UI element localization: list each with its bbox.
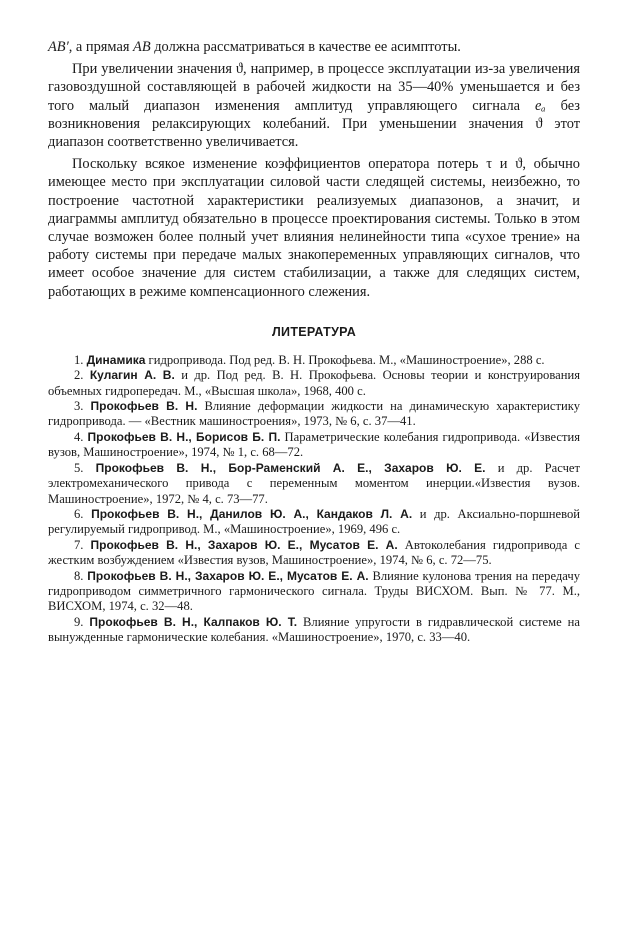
reference-number: 7. xyxy=(74,537,84,552)
reference-authors: Кулагин А. В. xyxy=(89,368,175,383)
reference-item xyxy=(48,615,580,646)
reference-item xyxy=(48,507,580,538)
reference-number: 1. xyxy=(74,352,84,367)
reference-text: Влияние упругости в гидравлической системе на вынужденные гармонические колебания. «Машиностроение», 1970, с. 33—40. xyxy=(48,614,580,645)
text-fragment: При увеличении значения ϑ, например, в процессе эксплуатации из-за увеличения газовоздушной составляющей в рабочей жидкости на 35—40% уменьшается и без того малый диапазон изменения амплитуд управляющего сигнала xyxy=(48,61,580,114)
formula-ab-prime: AB′ xyxy=(48,39,69,55)
reference-text: Влияние кулонова трения на передачу гидроприводом симметричного гармонического сигнала. Труды ВИСХОМ. Вып. № 77. М., ВИСХОМ, 1974, с. 32—48. xyxy=(48,568,580,614)
reference-authors: Прокофьев В. Н., Калпаков Ю. Т. xyxy=(89,614,298,629)
page xyxy=(48,38,580,646)
reference-text: и др. Аксиально-поршневой регулируемый гидропривод. М., «Машиностроение», 1969, 496 с. xyxy=(48,506,581,537)
paragraph-theta xyxy=(48,60,580,151)
reference-text: гидропривода. Под ред. В. Н. Прокофьева. М., «Машиностроение», 288 с. xyxy=(145,352,545,367)
reference-number: 8. xyxy=(74,568,84,583)
references-heading: ЛИТЕРАТУРА xyxy=(271,324,357,339)
text-fragment: должна рассматриваться в качестве ее асимптоты. xyxy=(150,39,461,55)
reference-authors: Прокофьев В. Н., Борисов Б. П. xyxy=(87,429,281,444)
paragraph-continuation xyxy=(48,38,580,56)
reference-item xyxy=(48,538,580,569)
reference-authors: Прокофьев В. Н., Захаров Ю. Е., Мусатов Е. А. xyxy=(90,537,398,552)
reference-text: и др. Расчет электромеханического привода с переменным моментом инерции.«Известия вузов. Машиностроение», 1972, № 4, с. 73—77. xyxy=(48,460,580,506)
reference-number: 2. xyxy=(74,368,84,383)
reference-item xyxy=(48,353,580,368)
reference-item xyxy=(48,569,580,615)
reference-item xyxy=(48,461,580,507)
reference-authors: Прокофьев В. Н. xyxy=(90,399,198,414)
reference-number: 3. xyxy=(74,399,84,414)
reference-text: Автоколебания гидропривода с жестким возбуждением «Известия вузов, Машиностроение», 1974, № 6, с. 72—75. xyxy=(48,537,580,568)
text-fragment: , а прямая xyxy=(68,39,134,55)
reference-item xyxy=(48,430,580,461)
reference-number: 4. xyxy=(74,429,84,444)
reference-text: Влияние деформации жидкости на динамическую характеристику гидропривода. — «Вестник машиностроения», 1973, № 6, с. 37—41. xyxy=(48,399,580,429)
reference-number: 6. xyxy=(74,506,84,521)
reference-authors: Прокофьев В. Н., Данилов Ю. А., Кандаков Л. А. xyxy=(91,506,413,521)
reference-text: и др. Под ред. В. Н. Прокофьева. Основы теории и конструирования объемных гидропередач. М., «Высшая школа», 1968, 400 с. xyxy=(48,368,580,398)
paragraph-conclusion: Поскольку всякое изменение коэффициентов оператора потерь τ и ϑ, обычно имеющее место при эксплуатации силовой части следящей системы, неизбежно, то построение частотной характеристики реализуемых диапазонов, а значит, и диаграммы амплитуд обязательно в процессе проектирования системы. Только в этом случае возможен более полный учет влияния нелинейности типа «сухое трение» на работу системы при передаче малых знакопеременных управляющих сигналов, что имеет особое значение для систем стабилизации, а также для следящих систем, работающих в режиме компенсационного слежения. xyxy=(48,156,580,300)
text-fragment: без возникновения релаксирующих колебаний. При уменьшении значения ϑ этот диапазон соответственно увеличивается. xyxy=(48,97,580,151)
reference-text: Параметрические колебания гидропривода. «Известия вузов, Машиностроение», 1974, № 1, с. 68—72. xyxy=(48,429,580,460)
formula-ea: eₐ xyxy=(535,97,546,114)
reference-authors: Динамика xyxy=(86,352,146,367)
reference-authors: Прокофьев В. Н., Захаров Ю. Е., Мусатов Е. А. xyxy=(87,568,369,583)
reference-item xyxy=(48,399,580,430)
reference-item xyxy=(48,368,580,399)
reference-authors: Прокофьев В. Н., Бор-Раменский А. Е., Захаров Ю. Е. xyxy=(95,460,486,475)
formula-ab: AB xyxy=(133,39,151,55)
reference-number: 5. xyxy=(74,460,84,475)
references-list xyxy=(48,353,580,646)
reference-number: 9. xyxy=(74,614,84,629)
